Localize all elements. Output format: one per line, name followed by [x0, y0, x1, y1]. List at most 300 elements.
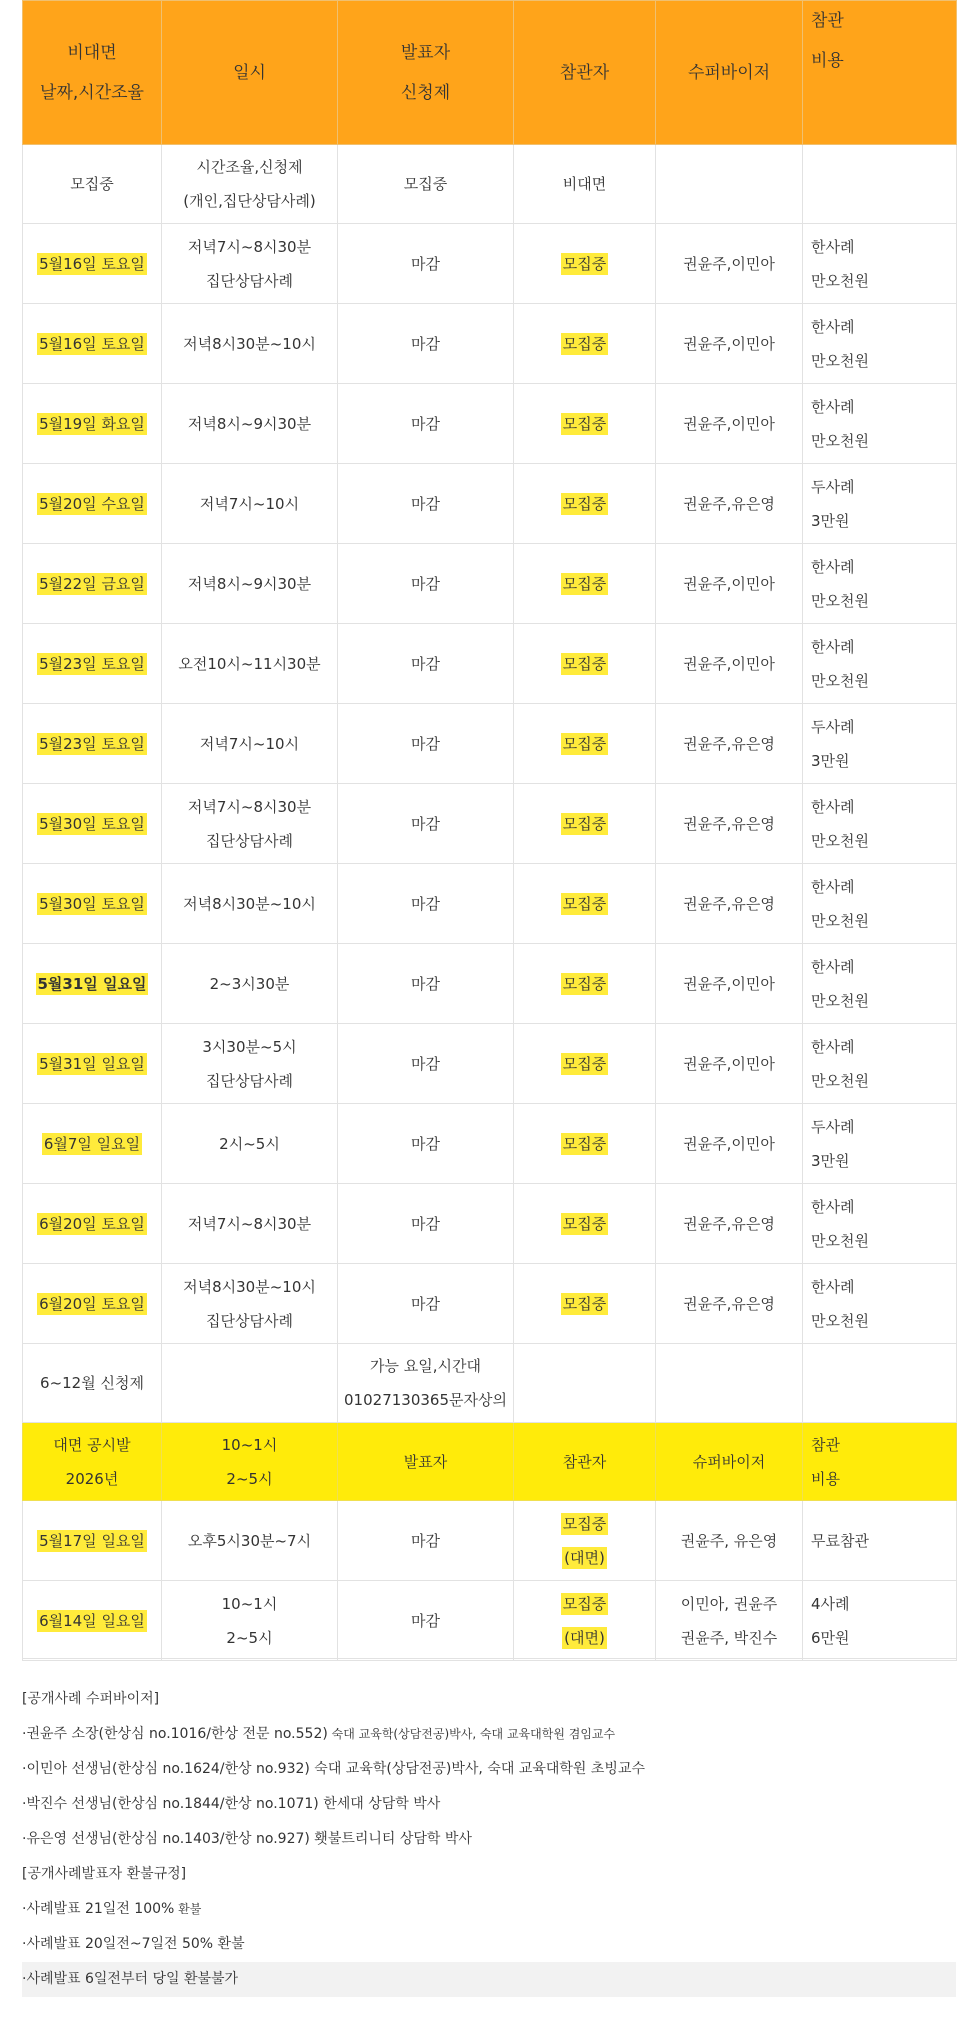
recruit-observer — [514, 145, 656, 224]
row-time-text: 저녁7시~10시 — [199, 494, 300, 513]
row-time — [162, 544, 338, 624]
row-observer-text: (대면) — [564, 1628, 605, 1647]
row-presenter-text: 마감 — [411, 1214, 440, 1233]
recruit-row — [23, 145, 957, 224]
row-date — [23, 1104, 162, 1184]
row-presenter — [338, 1024, 514, 1104]
row-cost — [803, 1024, 957, 1104]
row-supervisor — [656, 1184, 803, 1264]
note-line — [22, 1822, 956, 1857]
row-observer — [514, 864, 656, 944]
row-time — [162, 784, 338, 864]
row-time-text: 저녁7시~8시30분 — [187, 1214, 312, 1233]
row-presenter — [338, 1104, 514, 1184]
row-cost-text: 만오천원 — [811, 351, 869, 370]
apply-date-text: 6~12월 신청제 — [40, 1374, 144, 1392]
row-date-text: 5월23일 토요일 — [39, 654, 145, 673]
row-time — [162, 464, 338, 544]
row-supervisor-text: 권윤주,이민아 — [683, 974, 775, 993]
header2-time-text: 10~1시 — [221, 1435, 278, 1454]
table-row — [23, 784, 957, 864]
row-time — [162, 624, 338, 704]
row-observer — [514, 1184, 656, 1264]
row-supervisor-text: 이민아, 권윤주 — [680, 1594, 778, 1613]
note-line — [22, 1717, 956, 1752]
row-supervisor — [656, 224, 803, 304]
row-supervisor — [656, 704, 803, 784]
row-supervisor — [656, 864, 803, 944]
row-cost-text: 한사례 — [811, 557, 855, 576]
row-cost-text: 한사례 — [811, 957, 855, 976]
header2-cost-text: 비용 — [811, 1469, 840, 1488]
row-observer-text: 모집중 — [562, 1294, 607, 1313]
apply-observer — [514, 1344, 656, 1423]
row-supervisor-text: 권윤주,이민아 — [683, 574, 775, 593]
refund-list — [22, 1892, 956, 1997]
table-row — [23, 944, 957, 1024]
recruit-presenter — [338, 145, 514, 224]
header-supervisor — [656, 1, 803, 145]
recruit-time-text: 시간조율,신청제 — [196, 158, 303, 176]
table-row — [23, 1024, 957, 1104]
header2-date-text: 2026년 — [65, 1469, 119, 1488]
row-supervisor-text: 권윤주,유은영 — [683, 494, 775, 513]
row-time — [162, 1024, 338, 1104]
row-time — [162, 1104, 338, 1184]
row-cost — [803, 864, 957, 944]
header-cost-text: 참관 — [811, 11, 844, 31]
row-cost-text: 3만원 — [811, 751, 850, 770]
table-bottom-divider — [22, 1658, 956, 1659]
header2-observer — [514, 1423, 656, 1501]
header2-date — [23, 1423, 162, 1501]
row-cost — [803, 784, 957, 864]
row-presenter — [338, 624, 514, 704]
row-observer-text: 모집중 — [562, 1214, 607, 1233]
row-time — [162, 704, 338, 784]
in-person-header-row — [23, 1423, 957, 1501]
recruit-cost — [803, 145, 957, 224]
row-date — [23, 224, 162, 304]
row-observer-text: 모집중 — [562, 334, 607, 353]
row-date — [23, 1184, 162, 1264]
row-presenter — [338, 784, 514, 864]
table-row — [23, 304, 957, 384]
row-cost-text: 한사례 — [811, 797, 855, 816]
row-observer-text: 모집중 — [562, 574, 607, 593]
row-supervisor-text: 권윤주,유은영 — [683, 1294, 775, 1313]
row-time-text: 집단상담사례 — [206, 1071, 293, 1090]
row-observer-text: 모집중 — [562, 1054, 607, 1073]
row-time — [162, 1581, 338, 1661]
row-presenter — [338, 1184, 514, 1264]
row-time — [162, 944, 338, 1024]
row-supervisor — [656, 944, 803, 1024]
row-cost-text: 두사례 — [811, 1117, 855, 1136]
row-presenter — [338, 944, 514, 1024]
row-presenter — [338, 1264, 514, 1344]
header-observer-text: 참관자 — [559, 62, 610, 83]
row-time-text: 3시30분~5시 — [202, 1037, 297, 1056]
row-cost — [803, 944, 957, 1024]
row-cost-text: 한사례 — [811, 637, 855, 656]
row-presenter — [338, 864, 514, 944]
row-date-text: 5월16일 토요일 — [39, 254, 145, 273]
header-row — [23, 1, 957, 145]
row-date-text: 6월20일 토요일 — [39, 1294, 145, 1313]
row-observer — [514, 944, 656, 1024]
row-date — [23, 384, 162, 464]
apply-presenter — [338, 1344, 514, 1423]
row-date — [23, 784, 162, 864]
table-row — [23, 544, 957, 624]
row-date — [23, 304, 162, 384]
table-row — [23, 864, 957, 944]
recruit-time — [162, 145, 338, 224]
table-row — [23, 464, 957, 544]
header-supervisor-text: 수퍼바이저 — [687, 62, 771, 83]
row-time-text: 저녁7시~10시 — [199, 734, 300, 753]
table-row — [23, 1184, 957, 1264]
header2-supervisor-text: 슈퍼바이저 — [692, 1452, 766, 1471]
note-main-text: ·사례발표 21일전 100% — [22, 1901, 175, 1917]
row-date-text: 5월30일 토요일 — [39, 814, 145, 833]
row-supervisor — [656, 784, 803, 864]
row-date-text: 5월16일 토요일 — [39, 334, 145, 353]
row-time-text: 오후5시30분~7시 — [187, 1531, 312, 1550]
row-cost-text: 만오천원 — [811, 1231, 869, 1250]
row-time — [162, 224, 338, 304]
note-line — [22, 1927, 956, 1962]
header-time-text: 일시 — [233, 62, 266, 83]
row-date-text: 5월31일 일요일 — [39, 1054, 145, 1073]
apply-row — [23, 1344, 957, 1423]
row-time-text: 오전10시~11시30분 — [178, 654, 321, 673]
header2-presenter — [338, 1423, 514, 1501]
row-date — [23, 544, 162, 624]
row-presenter-text: 마감 — [411, 414, 440, 433]
row-cost-text: 한사례 — [811, 1037, 855, 1056]
row-cost-text: 한사례 — [811, 1277, 855, 1296]
recruit-date — [23, 145, 162, 224]
row-observer — [514, 784, 656, 864]
row-date — [23, 1024, 162, 1104]
row-cost-text: 한사례 — [811, 317, 855, 336]
row-supervisor-text: 권윤주,이민아 — [683, 254, 775, 273]
row-presenter-text: 마감 — [411, 734, 440, 753]
row-supervisor — [656, 1501, 803, 1581]
row-date-text: 5월31일 일요일 — [37, 974, 147, 993]
row-observer — [514, 1264, 656, 1344]
row-cost — [803, 704, 957, 784]
row-date-text: 6월20일 토요일 — [39, 1214, 145, 1233]
row-observer-text: 모집중 — [562, 894, 607, 913]
row-presenter-text: 마감 — [411, 494, 440, 513]
schedule-table — [22, 0, 957, 1661]
row-time-text: 집단상담사례 — [206, 271, 293, 290]
table-row — [23, 1104, 957, 1184]
row-supervisor-text: 권윤주,이민아 — [683, 654, 775, 673]
row-presenter — [338, 544, 514, 624]
row-presenter-text: 마감 — [411, 254, 440, 273]
table-row — [23, 624, 957, 704]
row-time-text: 저녁8시~9시30분 — [187, 414, 312, 433]
row-supervisor — [656, 304, 803, 384]
row-cost — [803, 464, 957, 544]
row-time — [162, 1264, 338, 1344]
header2-cost-text: 참관 — [811, 1435, 840, 1454]
row-observer-text: 모집중 — [562, 494, 607, 513]
row-time — [162, 304, 338, 384]
row-time-text: 2~3시30분 — [209, 974, 290, 993]
header-date — [23, 1, 162, 145]
row-supervisor-text: 권윤주,유은영 — [683, 894, 775, 913]
row-presenter-text: 마감 — [411, 1054, 440, 1073]
row-time — [162, 384, 338, 464]
row-presenter — [338, 1501, 514, 1581]
row-cost-text: 3만원 — [811, 511, 850, 530]
supervisor-title: [공개사례 수퍼바이저] — [22, 1691, 160, 1707]
row-presenter-text: 마감 — [411, 1294, 440, 1313]
recruit-date-text: 모집중 — [70, 175, 114, 193]
row-cost-text: 만오천원 — [811, 831, 869, 850]
row-cost — [803, 544, 957, 624]
row-supervisor-text: 권윤주,이민아 — [683, 334, 775, 353]
row-observer-text: 모집중 — [562, 254, 607, 273]
row-cost — [803, 384, 957, 464]
row-presenter-text: 마감 — [411, 1531, 440, 1550]
row-cost-text: 한사례 — [811, 397, 855, 416]
row-presenter-text: 마감 — [411, 654, 440, 673]
row-date — [23, 1264, 162, 1344]
note-line — [22, 1892, 956, 1927]
table-row — [23, 1581, 957, 1661]
table-row — [23, 1264, 957, 1344]
header-presenter-text: 신청제 — [400, 82, 451, 103]
row-time-text: 집단상담사례 — [206, 1311, 293, 1330]
row-date-text: 5월23일 토요일 — [39, 734, 145, 753]
table-row — [23, 224, 957, 304]
row-date — [23, 1581, 162, 1661]
apply-presenter-text: 가능 요일,시간대 — [370, 1357, 481, 1375]
row-date — [23, 464, 162, 544]
supervisor-list — [22, 1717, 956, 1857]
row-cost — [803, 624, 957, 704]
row-cost-text: 두사례 — [811, 717, 855, 736]
row-cost-text: 한사례 — [811, 237, 855, 256]
row-cost-text: 6만원 — [811, 1628, 850, 1647]
row-presenter-text: 마감 — [411, 894, 440, 913]
row-observer-text: 모집중 — [562, 414, 607, 433]
header2-observer-text: 참관자 — [562, 1452, 607, 1471]
row-time-text: 저녁8시~9시30분 — [187, 574, 312, 593]
note-main-text: ·권윤주 소장(한상심 no.1016/한상 전문 no.552) — [22, 1726, 328, 1742]
header-cost-text: 비용 — [811, 51, 844, 71]
note-main-text: ·사례발표 6일전부터 당일 환불불가 — [22, 1971, 239, 1987]
notes-section — [22, 1682, 956, 1997]
row-date-text: 5월20일 수요일 — [39, 494, 145, 513]
row-cost — [803, 1104, 957, 1184]
row-cost-text: 만오천원 — [811, 1311, 869, 1330]
row-cost-text: 만오천원 — [811, 991, 869, 1010]
row-time — [162, 1501, 338, 1581]
note-main-text: ·유은영 선생님(한상심 no.1403/한상 no.927) 횃불트리니티 상담학 박사 — [22, 1831, 472, 1847]
row-cost-text: 만오천원 — [811, 911, 869, 930]
row-date — [23, 1501, 162, 1581]
row-supervisor — [656, 544, 803, 624]
header-observer — [514, 1, 656, 145]
row-time-text: 저녁7시~8시30분 — [187, 237, 312, 256]
row-cost — [803, 1264, 957, 1344]
table-row — [23, 1501, 957, 1581]
row-supervisor — [656, 384, 803, 464]
row-date-text: 6월14일 일요일 — [39, 1611, 145, 1630]
note-main-text: ·이민아 선생님(한상심 no.1624/한상 no.932) 숙대 교육학(상담전공)박사, 숙대 교육대학원 초빙교수 — [22, 1761, 645, 1777]
refund-title: [공개사례발표자 환불규정] — [22, 1866, 187, 1882]
row-observer-text: 모집중 — [562, 734, 607, 753]
row-presenter — [338, 384, 514, 464]
row-observer-text: 모집중 — [562, 814, 607, 833]
row-cost — [803, 1501, 957, 1581]
row-time-text: 저녁8시30분~10시 — [183, 1277, 316, 1296]
header-time — [162, 1, 338, 145]
row-observer — [514, 544, 656, 624]
apply-date — [23, 1344, 162, 1423]
row-observer — [514, 1581, 656, 1661]
row-supervisor-text: 권윤주,유은영 — [683, 814, 775, 833]
recruit-observer-text: 비대면 — [562, 175, 607, 193]
header-presenter — [338, 1, 514, 145]
row-cost — [803, 224, 957, 304]
row-supervisor — [656, 464, 803, 544]
row-presenter — [338, 1581, 514, 1661]
header-cost — [803, 1, 957, 145]
row-time — [162, 1184, 338, 1264]
row-cost-text: 만오천원 — [811, 271, 869, 290]
row-observer — [514, 1024, 656, 1104]
row-presenter-text: 마감 — [411, 1611, 440, 1630]
note-small-text: 숙대 교육학(상담전공)박사, 숙대 교육대학원 겸임교수 — [327, 1727, 616, 1741]
row-cost-text: 만오천원 — [811, 1071, 869, 1090]
row-presenter — [338, 464, 514, 544]
row-supervisor-text: 권윤주,이민아 — [683, 1134, 775, 1153]
row-supervisor — [656, 1581, 803, 1661]
apply-presenter-text: 01027130365문자상의 — [344, 1391, 507, 1409]
row-observer — [514, 224, 656, 304]
row-date — [23, 624, 162, 704]
row-cost — [803, 304, 957, 384]
row-cost-text: 만오천원 — [811, 591, 869, 610]
row-time — [162, 864, 338, 944]
row-supervisor-text: 권윤주, 유은영 — [680, 1531, 778, 1550]
row-supervisor-text: 권윤주,이민아 — [683, 1054, 775, 1073]
row-date-text: 5월19일 화요일 — [39, 414, 145, 433]
row-date-text: 6월7일 일요일 — [43, 1134, 141, 1153]
header2-presenter-text: 발표자 — [403, 1452, 448, 1471]
header-date-text: 날짜,시간조율 — [40, 82, 144, 103]
row-observer — [514, 1104, 656, 1184]
row-time-text: 저녁8시30분~10시 — [183, 334, 316, 353]
note-line — [22, 1962, 956, 1997]
header2-time — [162, 1423, 338, 1501]
row-presenter — [338, 704, 514, 784]
row-time-text: 집단상담사례 — [206, 831, 293, 850]
row-observer — [514, 464, 656, 544]
header2-date-text: 대면 공시발 — [53, 1435, 131, 1454]
row-presenter-text: 마감 — [411, 974, 440, 993]
row-date-text: 5월30일 토요일 — [39, 894, 145, 913]
row-presenter-text: 마감 — [411, 814, 440, 833]
row-presenter-text: 마감 — [411, 574, 440, 593]
row-presenter-text: 마감 — [411, 1134, 440, 1153]
row-observer-text: 모집중 — [562, 974, 607, 993]
header2-cost — [803, 1423, 957, 1501]
note-main-text: ·사례발표 20일전~7일전 50% 환불 — [22, 1936, 245, 1952]
row-observer — [514, 304, 656, 384]
row-supervisor-text: 권윤주,이민아 — [683, 414, 775, 433]
row-cost-text: 4사례 — [811, 1594, 850, 1613]
row-time-text: 2~5시 — [226, 1628, 273, 1647]
row-cost-text: 한사례 — [811, 1197, 855, 1216]
row-cost-text: 만오천원 — [811, 431, 869, 450]
header2-time-text: 2~5시 — [226, 1469, 273, 1488]
recruit-supervisor — [656, 145, 803, 224]
row-cost-text: 무료참관 — [811, 1531, 869, 1550]
recruit-time-text: (개인,집단상담사례) — [183, 192, 316, 210]
note-line — [22, 1787, 956, 1822]
row-supervisor-text: 권윤주,유은영 — [683, 1214, 775, 1233]
row-supervisor — [656, 1104, 803, 1184]
note-main-text: ·박진수 선생님(한상심 no.1844/한상 no.1071) 한세대 상담학 박사 — [22, 1796, 441, 1812]
row-time-text: 2시~5시 — [219, 1134, 280, 1153]
note-line — [22, 1752, 956, 1787]
row-date-text: 5월22일 금요일 — [39, 574, 145, 593]
row-cost-text: 만오천원 — [811, 671, 869, 690]
row-date — [23, 864, 162, 944]
row-observer — [514, 624, 656, 704]
apply-supervisor — [656, 1344, 803, 1423]
row-date — [23, 704, 162, 784]
row-presenter — [338, 304, 514, 384]
row-observer — [514, 704, 656, 784]
row-cost — [803, 1581, 957, 1661]
table-row — [23, 384, 957, 464]
row-observer-text: 모집중 — [562, 654, 607, 673]
row-supervisor-text: 권윤주, 박진수 — [680, 1628, 778, 1647]
row-observer — [514, 384, 656, 464]
header2-supervisor — [656, 1423, 803, 1501]
row-time-text: 저녁7시~8시30분 — [187, 797, 312, 816]
row-time-text: 저녁8시30분~10시 — [183, 894, 316, 913]
row-date — [23, 944, 162, 1024]
row-time-text: 10~1시 — [221, 1594, 278, 1613]
row-supervisor — [656, 1024, 803, 1104]
row-cost — [803, 1184, 957, 1264]
table-row — [23, 704, 957, 784]
apply-cost — [803, 1344, 957, 1423]
row-cost-text: 한사례 — [811, 877, 855, 896]
row-supervisor — [656, 624, 803, 704]
row-observer-text: 모집중 — [562, 1594, 607, 1613]
recruit-presenter-text: 모집중 — [403, 175, 448, 193]
row-observer-text: (대면) — [564, 1548, 605, 1567]
apply-time — [162, 1344, 338, 1423]
row-supervisor — [656, 1264, 803, 1344]
row-date-text: 5월17일 일요일 — [39, 1531, 145, 1550]
header-date-text: 비대면 — [67, 42, 117, 63]
row-cost-text: 두사례 — [811, 477, 855, 496]
header-presenter-text: 발표자 — [400, 42, 451, 63]
